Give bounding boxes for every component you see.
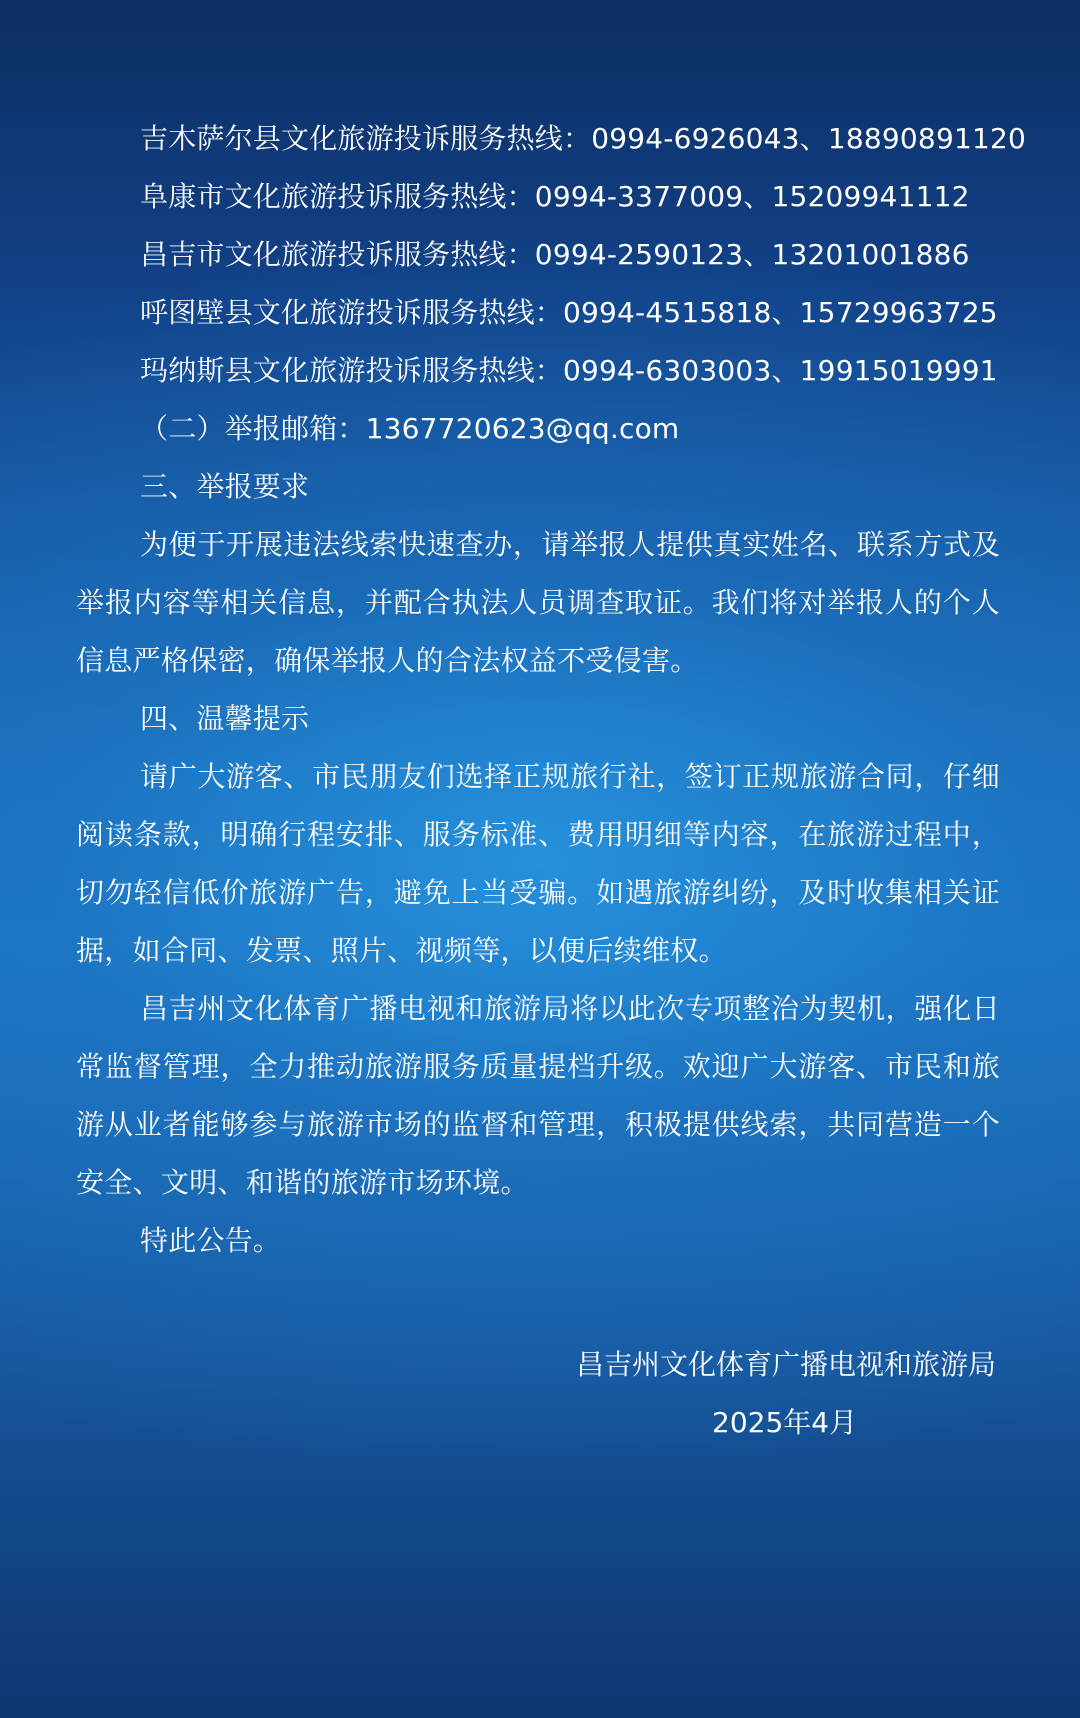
closing-phrase: 特此公告。 <box>140 1224 282 1257</box>
section4-body: 请广大游客、市民朋友们选择正规旅行社，签订正规旅游合同，仔细阅读条款，明确行程安排、服务标准、费用明细等内容，在旅游过程中，切勿轻信低价旅游广告，避免上当受骗。如遇旅游纠纷，及时收集相关证据，如合同、发票、照片、视频等，以便后续维权。 <box>76 760 1000 967</box>
hotline-jimusaer: 吉木萨尔县文化旅游投诉服务热线：0994-6926043、18890891120 <box>140 122 1027 155</box>
signature-issuer: 昌吉州文化体育广播电视和旅游局 <box>575 1348 996 1381</box>
section3-body: 为便于开展违法线索快速查办，请举报人提供真实姓名、联系方式及举报内容等相关信息，并配合执法人员调查取证。我们将对举报人的个人信息严格保密，确保举报人的合法权益不受侵害。 <box>76 528 1000 677</box>
hotline-changji: 昌吉市文化旅游投诉服务热线：0994-2590123、13201001886 <box>140 238 970 271</box>
hotline-fukang: 阜康市文化旅游投诉服务热线：0994-3377009、15209941112 <box>140 180 970 213</box>
hotline-hutubi: 呼图壁县文化旅游投诉服务热线：0994-4515818、15729963725 <box>140 296 998 329</box>
closing-body: 昌吉州文化体育广播电视和旅游局将以此次专项整治为契机，强化日常监督管理，全力推动旅游服务质量提档升级。欢迎广大游客、市民和旅游从业者能够参与旅游市场的监督和管理，积极提供线索，共同营造一个安全、文明、和谐的旅游市场环境。 <box>76 992 1000 1199</box>
section4-heading: 四、温馨提示 <box>140 702 310 735</box>
section3-heading: 三、举报要求 <box>140 470 310 503</box>
hotline-manasi: 玛纳斯县文化旅游投诉服务热线：0994-6303003、19915019991 <box>140 354 998 387</box>
report-email-line: （二）举报邮箱：1367720623@qq.com <box>140 412 680 445</box>
signature-date: 2025年4月 <box>712 1406 858 1439</box>
